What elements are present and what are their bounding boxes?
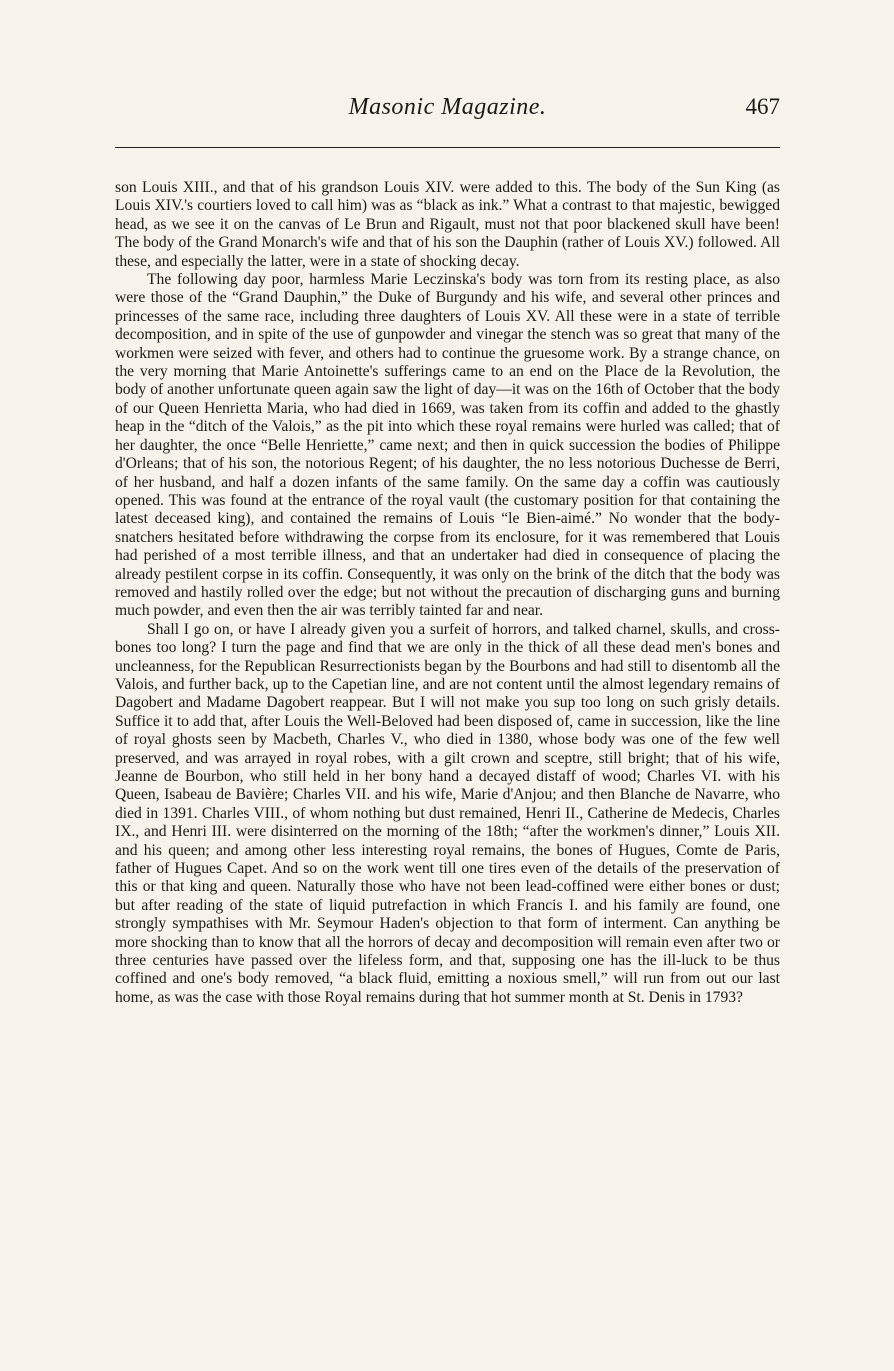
paragraph: The following day poor, harmless Marie Leczinska's body was torn from its resting place, as also were those of the “Grand Dauphin,” the Duke of Burgundy and his wife, and several other princes and princesses of the same race, including three daughters of Louis XV. All these were in a state of terrible decomposition, and in spite of the use of gunpowder and vinegar the stench was so great that many of the workmen were seized with fever, and others had to continue the gruesome work. By a strange chance, on the very morning that Marie Antoinette's sufferings came to an end on the Place de la Revolution, the body of another unfortunate queen again saw the light of day—it was on the 16th of October that the body of our Queen Henrietta Maria, who had died in 1669, was taken from its coffin and added to the ghastly heap in the “ditch of the Valois,” as the pit into which these royal remains were hurled was called; that of her daughter, the once “Belle Henriette,” came next; and then in quick succession the bodies of Philippe d'Orleans; that of his son, the notorious Regent; of his daughter, the no less notorious Duchesse de Berri, of her husband, and half a dozen infants of the same family. On the same day a coffin was cautiously opened. This was found at the entrance of the royal vault (the customary position for that containing the latest deceased king), and contained the remains of Louis “le Bien-aimé.” No wonder that the body-snatchers hesitated before withdrawing the corpse from its enclosure, for it was remembered that Louis had perished of a most terrible illness, and that an undertaker had died in consequence of placing the already pestilent corpse in its coffin. Consequently, it was only on the brink of the ditch that the body was removed and hastily rolled over the edge; but not without the precaution of discharging guns and burning much powder, and even then the air was terribly tainted far and near. <box>115 271 780 620</box>
paragraph: Shall I go on, or have I already given you a surfeit of horrors, and talked charnel, skulls, and cross-bones too long? I turn the page and find that we are only in the thick of all these dead men's bones and uncleanness, for the Republican Resurrectionists began by the Bourbons and had still to disentomb all the Valois, and further back, up to the Capetian line, and are not content until the almost legendary remains of Dagobert and Madame Dagobert reappear. But I will not make you sup too long on such grisly details. Suffice it to add that, after Louis the Well-Beloved had been disposed of, came in succession, like the line of royal ghosts seen by Macbeth, Charles V., who died in 1380, whose body was one of the few well preserved, and was arrayed in royal robes, with a gilt crown and sceptre, still bright; that of his wife, Jeanne de Bourbon, who still held in her bony hand a decayed distaff of wood; Charles VI. with his Queen, Isabeau de Bavière; Charles VII. and his wife, Marie d'Anjou; and then Blanche de Navarre, who died in 1391. Charles VIII., of whom nothing but dust remained, Henri II., Catherine de Medecis, Charles IX., and Henri III. were disinterred on the morning of the 18th; “after the workmen's dinner,” Louis XII. and his queen; and among other less interesting royal remains, the bones of Hugues, Comte de Paris, father of Hugues Capet. And so on the work went till one tires even of the details of the preservation of this or that king and queen. Naturally those who have not been lead-coffined were either bones or dust; but after reading of the state of liquid putrefaction in which Francis I. and his family are found, one strongly sympathises with Mr. Seymour Haden's objection to that form of interment. Can anything be more shocking than to know that all the horrors of decay and decomposition will remain even after two or three centuries have passed over the lifeless form, and that, supposing one has the ill-luck to be thus coffined and one's body removed, “a black fluid, emitting a noxious smell,” will run from out our last home, as was the case with those Royal remains during that hot summer month at St. Denis in 1793? <box>115 620 780 1006</box>
running-title: Masonic Magazine. <box>348 94 547 120</box>
article-body <box>115 179 780 1007</box>
paragraph-continuation: son Louis XIII., and that of his grandson Louis XIV. were added to this. The body of the Sun King (as Louis XIV.'s courtiers loved to call him) was as “black as ink.” What a contrast to that majestic, bewigged head, as we see it on the canvas of Le Brun and Rigault, must not that poor blackened skull have been! The body of the Grand Monarch's wife and that of his son the Dauphin (rather of Louis XV.) followed. All these, and especially the latter, were in a state of shocking decay. <box>115 179 780 270</box>
header-rule <box>115 147 780 148</box>
page-header <box>115 94 780 128</box>
page-number: 467 <box>745 94 780 119</box>
